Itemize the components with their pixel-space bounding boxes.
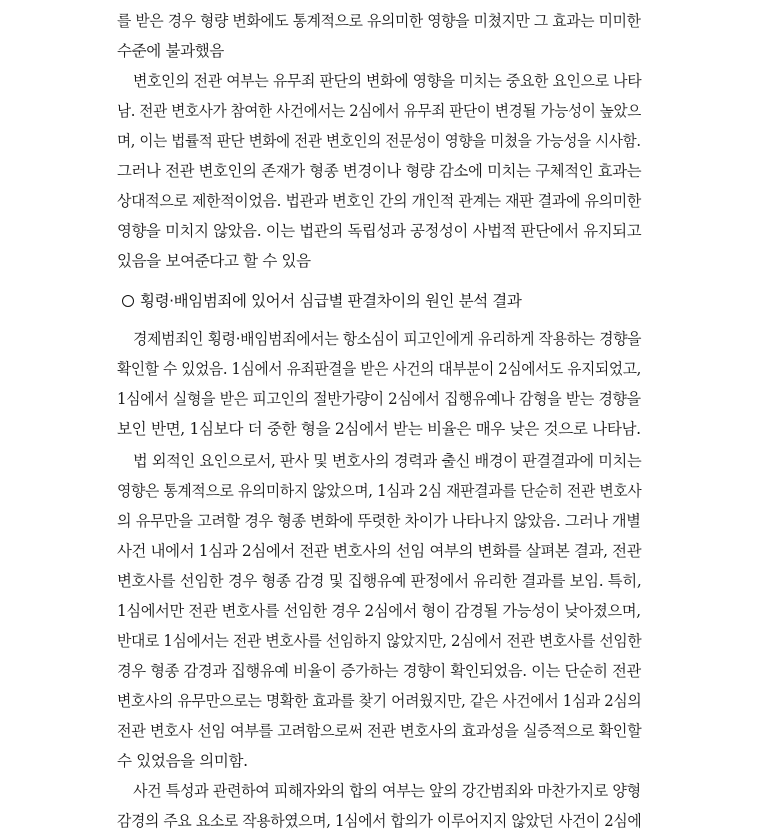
text-line: 영향은 통계적으로 유의미하지 않았으며, 1심과 2심 재판결과를 단순히 전관 변호사 bbox=[117, 482, 642, 500]
section-heading-text: 횡령·배임범죄에 있어서 심급별 판결차이의 원인 분석 결과 bbox=[140, 292, 522, 310]
text-line: 전관 변호사 선임 여부를 고려함으로써 전관 변호사의 효과성을 실증적으로 확인할 bbox=[117, 722, 642, 740]
text-line: 영향을 미치지 않았음. 이는 법관의 독립성과 공정성이 사법적 판단에서 유지되고 bbox=[117, 222, 642, 240]
text-line: 상대적으로 제한적이었음. 법관과 변호인 간의 개인적 관계는 재판 결과에 유의미한 bbox=[117, 192, 641, 210]
text-line: 1심에서만 전관 변호사를 선임한 경우 2심에서 형이 감경될 가능성이 낮아졌으며, bbox=[117, 602, 641, 620]
text-line: 를 받은 경우 형량 변화에도 통계적으로 유의미한 영향을 미쳤지만 그 효과는 미미한 bbox=[117, 12, 641, 30]
text-line: 변호사의 유무만으로는 명확한 효과를 찾기 어려웠지만, 같은 사건에서 1심과 2심의 bbox=[117, 692, 642, 710]
text-line: 반대로 1심에서는 전관 변호사를 선임하지 않았지만, 2심에서 전관 변호사를 선임한 bbox=[117, 632, 642, 650]
text-line: 사건 특성과 관련하여 피해자와의 합의 여부는 앞의 강간범죄와 마찬가지로 양형 bbox=[133, 782, 641, 800]
circle-bullet-icon bbox=[122, 295, 134, 307]
text-line: 경제범죄인 횡령·배임범죄에서는 항소심이 피고인에게 유리하게 작용하는 경향을 bbox=[133, 330, 642, 348]
text-line: 1심에서 실형을 받은 피고인의 절반가량이 2심에서 집행유예나 감형을 받는 경향을 bbox=[117, 390, 641, 408]
text-line: 감경의 주요 요소로 작용하였으며, 1심에서 합의가 이루어지지 않았던 사건이 2심에 bbox=[117, 812, 642, 830]
text-line: 법 외적인 요인으로서, 판사 및 변호사의 경력과 출신 배경이 판결결과에 미치는 bbox=[133, 452, 642, 470]
text-line: 그러나 전관 변호인의 존재가 형종 변경이나 형량 감소에 미치는 구체적인 효과는 bbox=[117, 162, 642, 180]
text-line: 수준에 불과했음 bbox=[117, 42, 224, 60]
text-line: 며, 이는 법률적 판단 변화에 전관 변호인의 전문성이 영향을 미쳤을 가능성을 시사함. bbox=[117, 132, 641, 150]
text-line: 변호사를 선임한 경우 형종 감경 및 집행유예 판정에서 유리한 결과를 보임. 특히, bbox=[117, 572, 642, 590]
text-line: 수 있었음을 의미함. bbox=[117, 752, 248, 770]
text-line: 남. 전관 변호사가 참여한 사건에서는 2심에서 유무죄 판단이 변경될 가능성이 높았으 bbox=[117, 102, 642, 120]
section-heading bbox=[122, 291, 521, 311]
text-line: 의 유무만을 고려할 경우 형종 변화에 뚜렷한 차이가 나타나지 않았음. 그러나 개별 bbox=[117, 512, 641, 530]
text-line: 있음을 보여준다고 할 수 있음 bbox=[117, 252, 311, 270]
text-line: 보인 반면, 1심보다 더 중한 형을 2심에서 받는 비율은 매우 낮은 것으로 나타남. bbox=[117, 420, 641, 438]
text-line: 경우 형종 감경과 집행유예 비율이 증가하는 경향이 확인되었음. 이는 단순히 전관 bbox=[117, 662, 641, 680]
text-line: 변호인의 전관 여부는 유무죄 판단의 변화에 영향을 미치는 중요한 요인으로 나타 bbox=[133, 72, 642, 90]
text-line: 사건 내에서 1심과 2심에서 전관 변호사의 선임 여부의 변화를 살펴본 결과, 전관 bbox=[117, 542, 642, 560]
text-line: 확인할 수 있었음. 1심에서 유죄판결을 받은 사건의 대부분이 2심에서도 유지되었고, bbox=[117, 360, 641, 378]
